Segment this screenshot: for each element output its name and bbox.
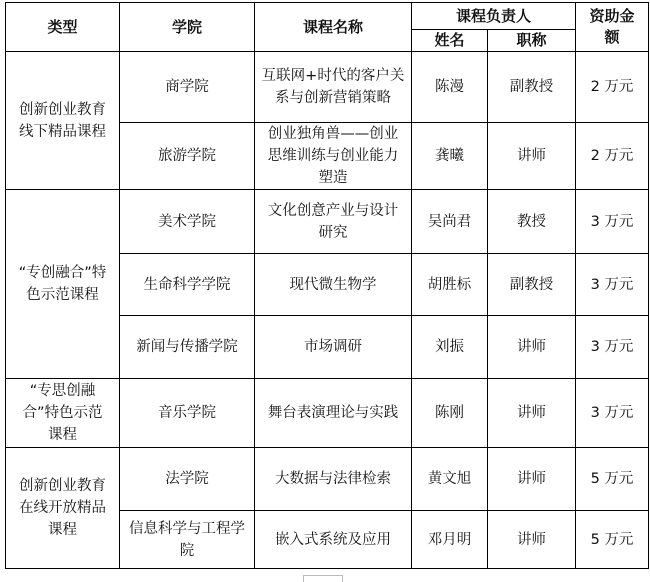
college-cell: 信息科学与工程学院 xyxy=(120,511,255,569)
title-cell: 讲师 xyxy=(488,316,576,379)
amount-cell: 5 万元 xyxy=(576,511,649,569)
header-leader: 课程负责人 xyxy=(412,3,576,30)
header-course: 课程名称 xyxy=(255,3,412,52)
college-cell: 法学院 xyxy=(120,448,255,511)
header-type: 类型 xyxy=(6,3,120,52)
course-cell: 文化创意产业与设计研究 xyxy=(255,190,412,254)
college-cell: 新闻与传播学院 xyxy=(120,316,255,379)
type-cell: 创新创业教育在线开放精品课程 xyxy=(6,448,120,569)
amount-cell: 2 万元 xyxy=(576,123,649,190)
name-cell: 刘振 xyxy=(412,316,488,379)
college-cell: 生命科学学院 xyxy=(120,254,255,316)
type-cell: “专思创融合”特色示范课程 xyxy=(6,379,120,448)
amount-cell: 5 万元 xyxy=(576,448,649,511)
college-cell: 商学院 xyxy=(120,52,255,123)
course-cell: 舞台表演理论与实践 xyxy=(255,379,412,448)
name-cell: 吴尚君 xyxy=(412,190,488,254)
amount-cell: 3 万元 xyxy=(576,254,649,316)
amount-cell: 2 万元 xyxy=(576,52,649,123)
title-cell: 讲师 xyxy=(488,448,576,511)
college-cell: 音乐学院 xyxy=(120,379,255,448)
course-cell: 创业独角兽——创业思维训练与创业能力塑造 xyxy=(255,123,412,190)
title-cell: 副教授 xyxy=(488,254,576,316)
name-cell: 陈刚 xyxy=(412,379,488,448)
amount-cell: 3 万元 xyxy=(576,316,649,379)
course-cell: 市场调研 xyxy=(255,316,412,379)
course-cell: 大数据与法律检索 xyxy=(255,448,412,511)
title-cell: 教授 xyxy=(488,190,576,254)
title-cell: 讲师 xyxy=(488,511,576,569)
header-college: 学院 xyxy=(120,3,255,52)
table-row xyxy=(6,448,649,511)
type-cell: 创新创业教育线下精品课程 xyxy=(6,52,120,190)
title-cell: 讲师 xyxy=(488,379,576,448)
header-title: 职称 xyxy=(488,30,576,52)
title-cell: 副教授 xyxy=(488,52,576,123)
name-cell: 龚曦 xyxy=(412,123,488,190)
name-cell: 陈漫 xyxy=(412,52,488,123)
table-row xyxy=(6,379,649,448)
course-cell: 现代微生物学 xyxy=(255,254,412,316)
type-cell: “专创融合”特色示范课程 xyxy=(6,190,120,379)
name-cell: 邓月明 xyxy=(412,511,488,569)
course-cell: 嵌入式系统及应用 xyxy=(255,511,412,569)
name-cell: 黄文旭 xyxy=(412,448,488,511)
college-cell: 美术学院 xyxy=(120,190,255,254)
header-name: 姓名 xyxy=(412,30,488,52)
funding-table xyxy=(5,2,649,569)
college-cell: 旅游学院 xyxy=(120,123,255,190)
amount-cell: 3 万元 xyxy=(576,379,649,448)
amount-cell: 3 万元 xyxy=(576,190,649,254)
table-row xyxy=(6,52,649,123)
course-cell: 互联网+时代的客户关系与创新营销策略 xyxy=(255,52,412,123)
table-row xyxy=(6,190,649,254)
header-amount: 资助金额 xyxy=(576,3,649,52)
title-cell: 讲师 xyxy=(488,123,576,190)
name-cell: 胡胜标 xyxy=(412,254,488,316)
